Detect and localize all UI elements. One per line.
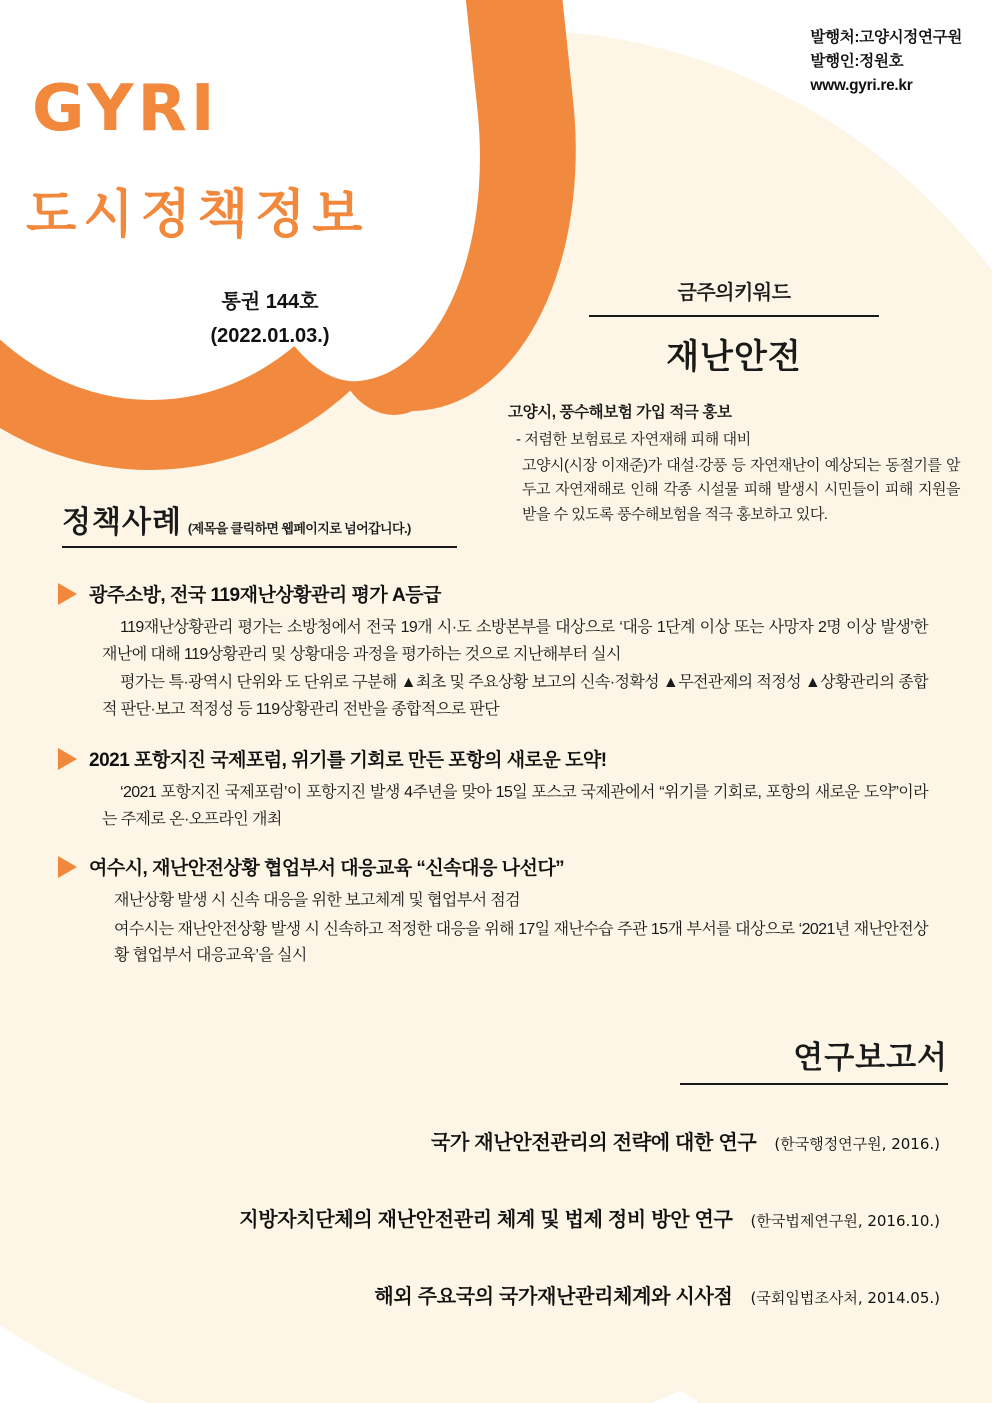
- triangle-bullet-icon: [58, 748, 77, 770]
- publisher-organization: 발행처:고양시정연구원: [810, 29, 962, 46]
- gyri-logo: GYRI: [32, 72, 219, 146]
- article-list: [58, 580, 938, 976]
- report-title[interactable]: 국가 재난안전관리의 전략에 대한 연구: [431, 1132, 757, 1154]
- keyword-label: 금주의키워드: [677, 282, 791, 304]
- issue-date: (2022.01.03.): [210, 325, 330, 347]
- report-section-title: 연구보고서: [793, 1040, 948, 1075]
- publisher-person: 발행인:정원호: [810, 53, 904, 71]
- issue-info: [120, 285, 420, 353]
- keyword-panel: [508, 276, 960, 527]
- article-paragraph: 여수시는 재난안전상황 발생 시 신속하고 적정한 대응을 위해 17일 재난수습 주관 15개 부서를 대상으로 ‘2021년 재난안전상황 협업부서 대응교육’을 실시: [114, 920, 928, 965]
- article-item: [58, 853, 938, 970]
- article-title[interactable]: 2021 포항지진 국제포럼, 위기를 기회로 만든 포항의 새로운 도약!: [89, 750, 607, 772]
- triangle-bullet-icon: [58, 583, 77, 605]
- policy-section-divider: [62, 546, 457, 548]
- policy-section-title: 정책사례: [62, 506, 182, 539]
- report-source: (한국행정연구원, 2016.): [774, 1135, 940, 1153]
- report-item[interactable]: [100, 1126, 940, 1155]
- triangle-bullet-icon: [58, 856, 77, 878]
- article-title[interactable]: 여수시, 재난안전상황 협업부서 대응교육 “신속대응 나선다”: [89, 858, 565, 880]
- keyword-divider: [589, 315, 879, 317]
- article-header[interactable]: [58, 580, 938, 607]
- policy-section-note: (제목을 클릭하면 웹페이지로 넘어갑니다.): [187, 521, 411, 536]
- report-source: (국회입법조사처, 2014.05.): [750, 1289, 940, 1307]
- article-paragraph: 119재난상황관리 평가는 소방청에서 전국 19개 시·도 소방본부를 대상으로 ‘대응 1단계 이상 또는 사망자 2명 이상 발생’한 재난에 대해 119상황관리 및 상황대응 과정을 평가하는 것으로 지난해부터 실시: [102, 619, 928, 663]
- article-item: [58, 745, 938, 833]
- policy-section-header: [62, 497, 462, 548]
- article-paragraph: ‘2021 포항지진 국제포럼’이 포항지진 발생 4주년을 맞아 15일 포스코 국제관에서 “위기를 기회로, 포항의 새로운 도약”이라는 주제로 온·오프라인 개최: [102, 784, 928, 828]
- report-section-header: [528, 1032, 948, 1085]
- article-paragraph: 평가는 특·광역시 단위와 도 단위로 구분해 ▲최초 및 주요상황 보고의 신속·정확성 ▲무전관제의 적정성 ▲상황관리의 종합적 판단·보고 적정성 등 119상황관리 전반을 종합적으로 판단: [102, 674, 928, 718]
- keyword-main: 재난안전: [666, 338, 802, 376]
- article-title[interactable]: 광주소방, 전국 119재난상황관리 평가 A등급: [89, 585, 441, 606]
- issue-number: 통권 144호: [221, 291, 319, 313]
- report-title[interactable]: 해외 주요국의 국가재난관리체계와 시사점: [374, 1286, 733, 1308]
- keyword-subhead: - 저렴한 보험료로 자연재해 피해 대비: [516, 431, 751, 448]
- keyword-headline: 고양시, 풍수해보험 가입 적극 홍보: [508, 404, 732, 421]
- article-header[interactable]: [58, 853, 938, 880]
- keyword-body: 고양시(시장 이재준)가 대설·강풍 등 자연재난이 예상되는 동절기를 앞두고 자연재해로 인해 각종 시설물 피해 발생시 시민들이 피해 지원을 받을 수 있도록 풍수해보험을 적극 홍보하고 있다.: [522, 457, 960, 523]
- page-title: 도시정책정보: [26, 186, 370, 244]
- publisher-info: [810, 26, 962, 98]
- report-source: (한국법제연구원, 2016.10.): [750, 1212, 940, 1230]
- article-item: [58, 580, 938, 723]
- article-header[interactable]: [58, 745, 938, 772]
- report-section-divider: [680, 1083, 948, 1085]
- report-title[interactable]: 지방자치단체의 재난안전관리 체계 및 법제 정비 방안 연구: [239, 1209, 733, 1231]
- article-paragraph: 재난상황 발생 시 신속 대응을 위한 보고체계 및 협업부서 점검: [114, 892, 521, 910]
- report-list: [100, 1126, 940, 1357]
- publisher-website[interactable]: www.gyri.re.kr: [810, 77, 913, 95]
- report-item[interactable]: [100, 1203, 940, 1232]
- report-item[interactable]: [100, 1280, 940, 1309]
